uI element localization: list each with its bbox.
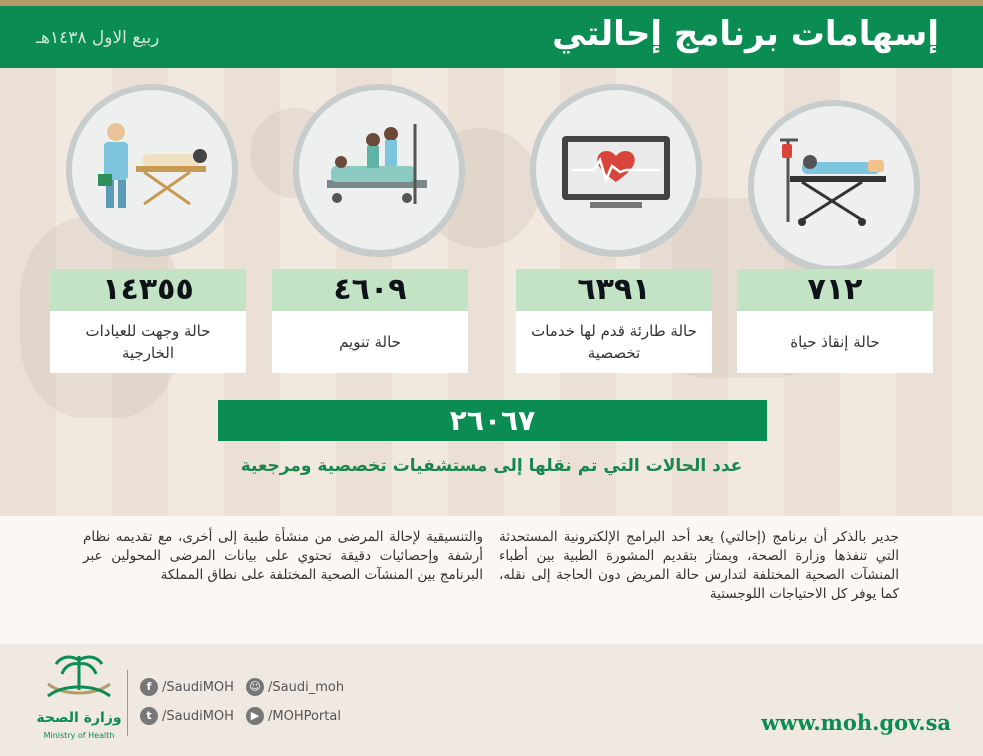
stat-card-admission [272, 269, 468, 373]
total-cases-number: ٢٦٠٦٧ [218, 400, 767, 441]
facebook-link[interactable] [140, 678, 234, 696]
twitter-link[interactable] [140, 707, 234, 725]
footer [0, 644, 983, 756]
twitter-handle: /SaudiMOH [162, 708, 234, 724]
palm-swords-emblem-icon [34, 650, 124, 750]
youtube-icon: ▶ [246, 707, 264, 725]
doctor-patient-circle [66, 84, 238, 256]
ambulance-stretcher-icon [772, 130, 896, 240]
youtube-handle: /MOHPortal [268, 708, 341, 724]
facebook-icon: f [140, 678, 158, 696]
snapchat-handle: /Saudi_moh [268, 679, 345, 695]
doctor-patient-icon [90, 114, 214, 224]
stat-label: حالة إنقاذ حياة [737, 311, 933, 373]
youtube-link[interactable] [246, 707, 341, 725]
total-cases-caption: عدد الحالات التي تم نقلها إلى مستشفيات تخصصية ومرجعية [240, 456, 743, 476]
header-bar [0, 6, 983, 68]
stat-number: ٤٦٠٩ [272, 269, 468, 311]
snapchat-icon: ☺ [246, 678, 264, 696]
hospital-bed-icon [317, 114, 441, 224]
date-label: ربيع الاول ١٤٣٨هـ [36, 28, 160, 48]
heart-monitor-icon [554, 114, 678, 224]
description-paragraph-left: والتنسيقية لإحالة المرضى من منشأة طبية إلى أخرى، مع تقديمه نظام أرشفة وإحصائيات دقيقة تحتوي على بيانات المرضى المحولين عبر البرنامج بين المنشآت الصحية المختلفة على نطاق المملكة [83, 529, 483, 583]
stat-label: حالة وجهت للعيادات الخارجية [50, 311, 246, 373]
page-title: إسهامات برنامج إحالتي [552, 14, 939, 54]
facebook-handle: /SaudiMOH [162, 679, 234, 695]
stat-label: حالة طارئة قدم لها خدمات تخصصية [516, 311, 712, 373]
twitter-icon: t [140, 707, 158, 725]
ministry-logo [34, 650, 124, 750]
ambulance-stretcher-circle [748, 100, 920, 272]
website-link[interactable]: www.moh.gov.sa [761, 710, 951, 735]
footer-divider [127, 670, 128, 736]
stat-card-life-saving [737, 269, 933, 373]
stat-number: ٦٣٩١ [516, 269, 712, 311]
logo-arabic-text: وزارة الصحة [36, 710, 122, 726]
stat-card-emergency [516, 269, 712, 373]
stat-number: ١٤٣٥٥ [50, 269, 246, 311]
description-paragraph-right: جدير بالذكر أن برنامج (إحالتي) يعد أحد البرامج الإلكترونية المستحدثة التي تنفذها وزارة الصحة، ويمتاز بتقديم المشورة الطبية بين أطباء المنشآت الصحية المختلفة لتدارس حالة المريض دون الحاجة إلى نقله، كما يوفر كل الاحتياجات اللوجستية [499, 529, 899, 602]
snapchat-link[interactable] [246, 678, 344, 696]
stat-number: ٧١٢ [737, 269, 933, 311]
heart-monitor-circle [530, 84, 702, 256]
stat-card-outpatient [50, 269, 246, 373]
logo-english-text: Ministry of Health [43, 731, 115, 740]
hospital-bed-circle [293, 84, 465, 256]
stat-label: حالة تنويم [272, 311, 468, 373]
